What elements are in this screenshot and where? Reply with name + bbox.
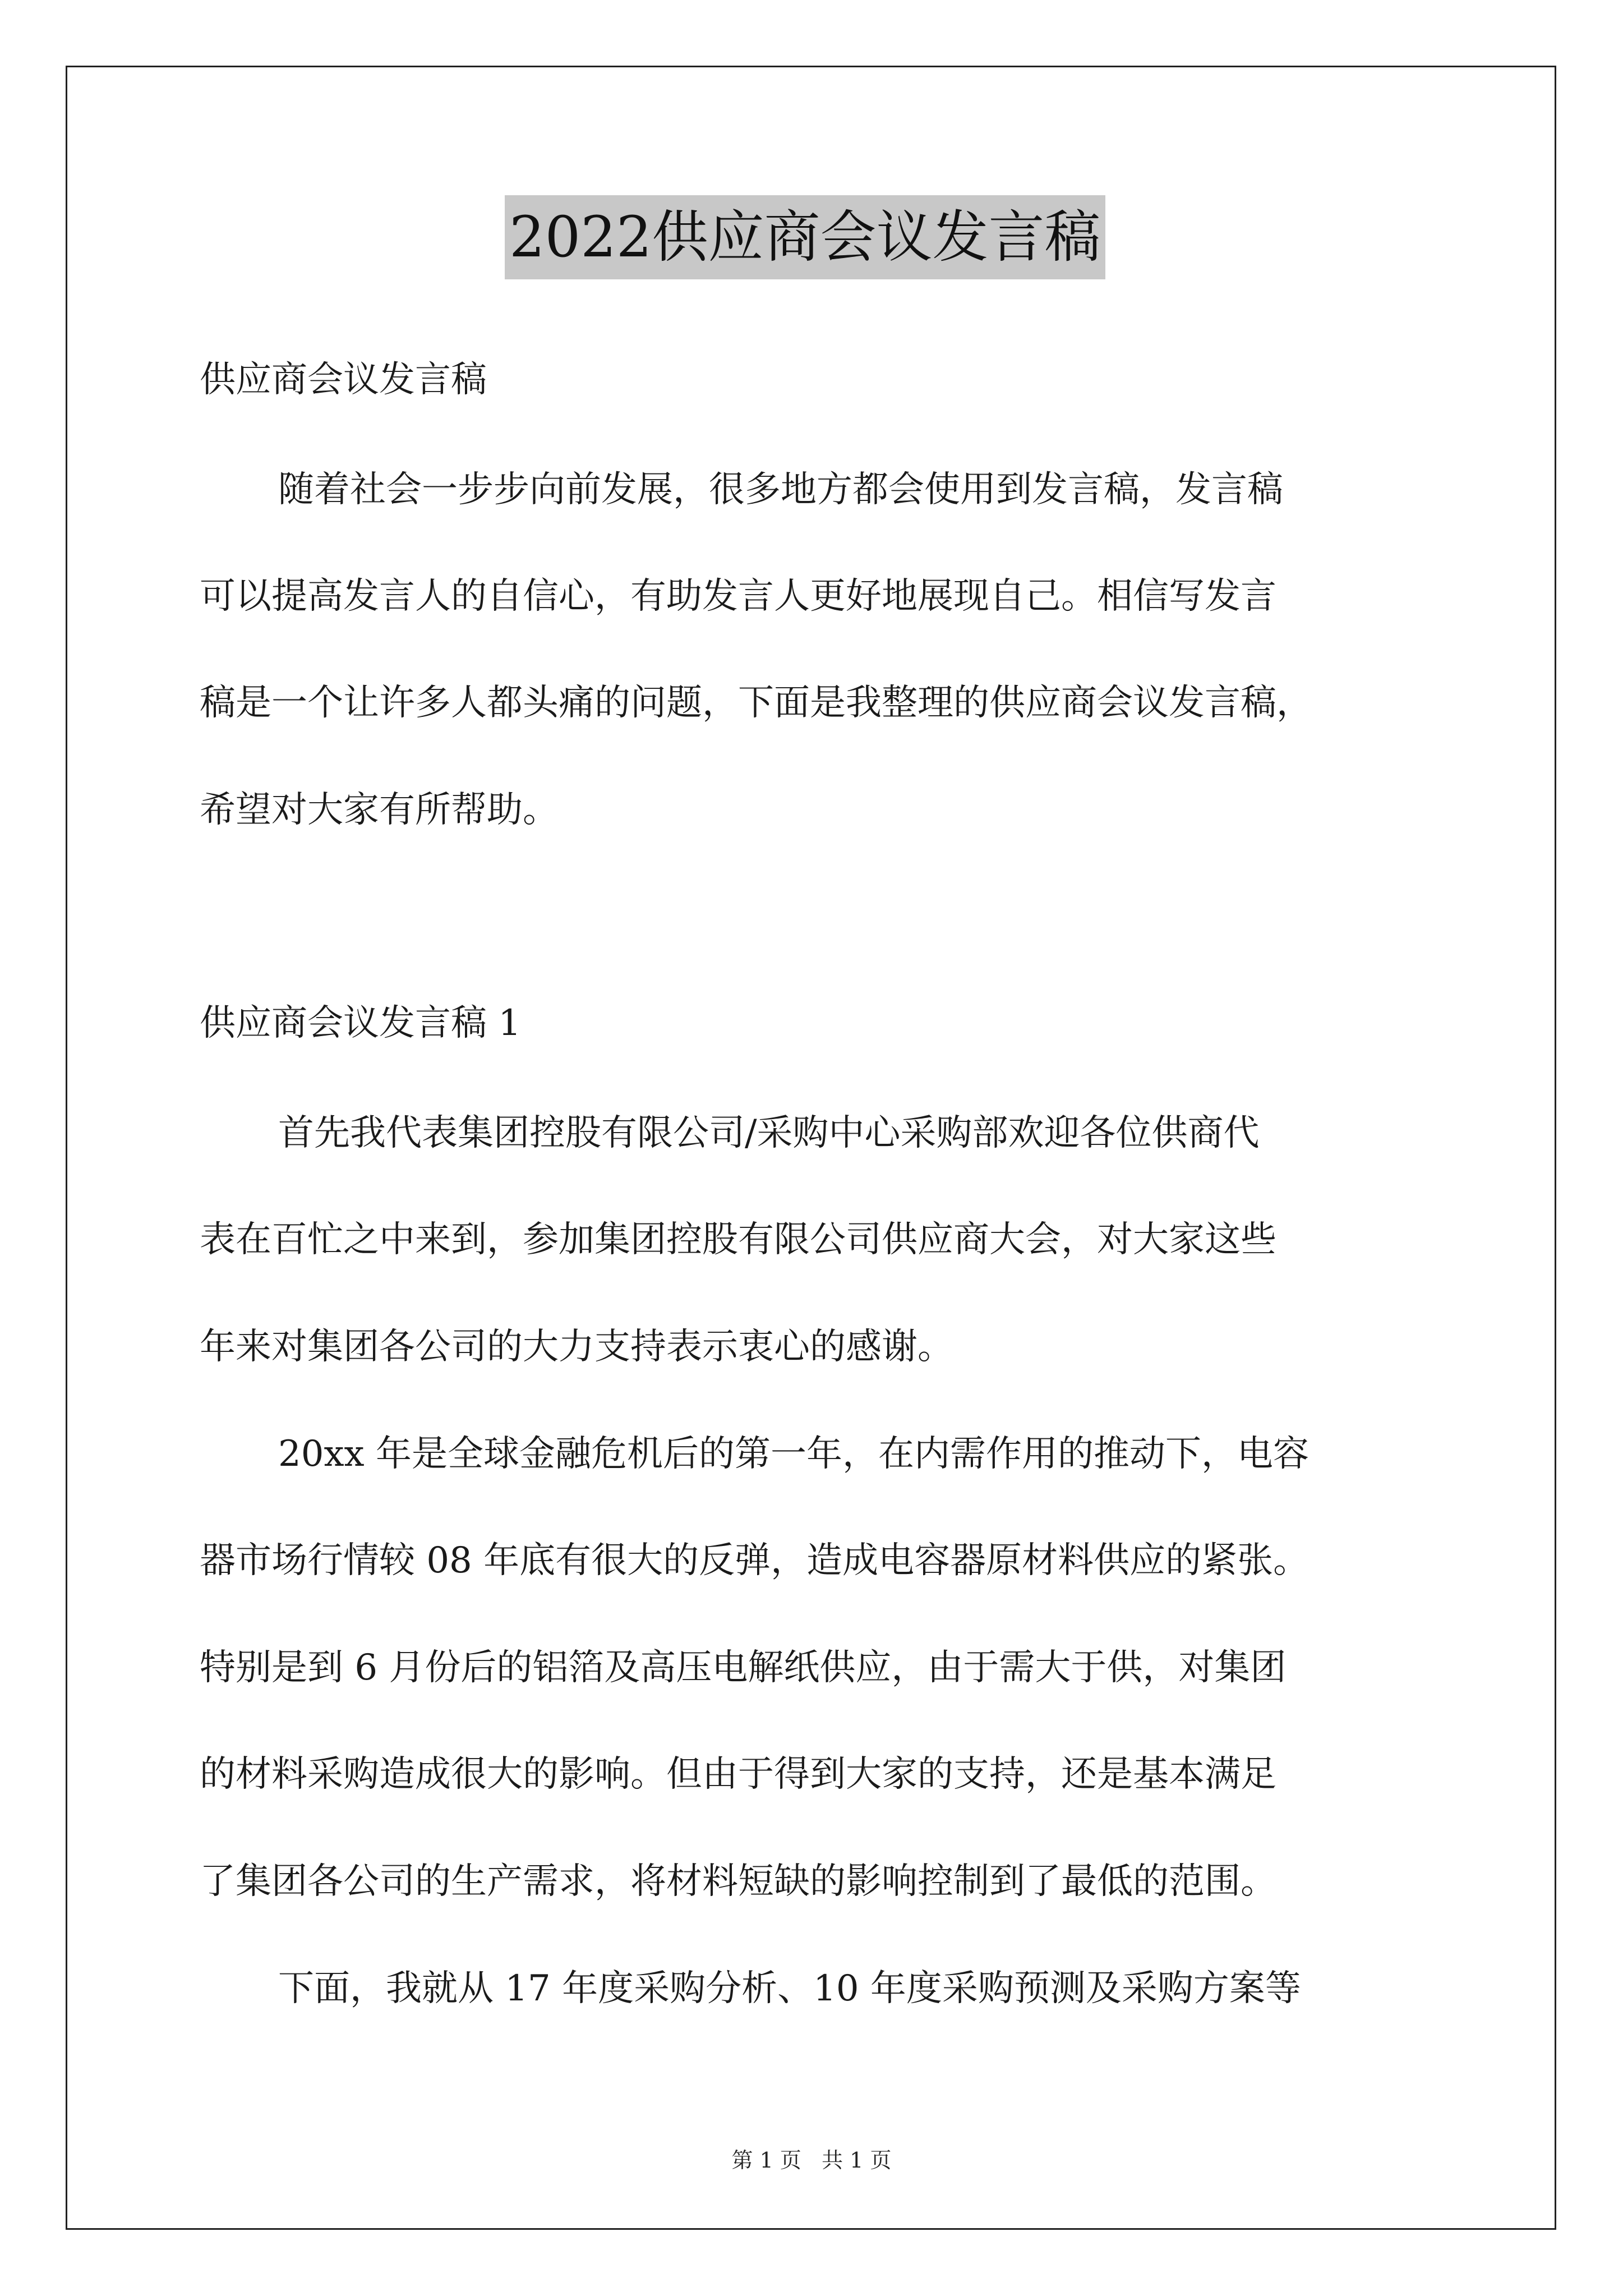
intro-line: 可以提高发言人的自信心，有助发言人更好地展现自己。相信写发言 [200, 576, 1276, 617]
intro-line: 稿是一个让许多人都头痛的问题，下面是我整理的供应商会议发言稿， [200, 682, 1312, 724]
section-heading: 供应商会议发言稿 1 [200, 1002, 522, 1044]
paragraph-line: 了集团各公司的生产需求，将材料短缺的影响控制到了最低的范围。 [200, 1861, 1276, 1902]
paragraph-line: 首先我代表集团控股有限公司/采购中心采购部欢迎各位供商代 [278, 1112, 1260, 1154]
paragraph-line: 器市场行情较 08 年底有很大的反弹，造成电容器原材料供应的紧张。 [200, 1540, 1310, 1581]
intro-line: 随着社会一步步向前发展，很多地方都会使用到发言稿，发言稿 [278, 469, 1283, 510]
paragraph-line: 20xx 年是全球金融危机后的第一年，在内需作用的推动下，电容 [278, 1433, 1309, 1475]
paragraph-line: 特别是到 6 月份后的铝箔及高压电解纸供应，由于需大于供，对集团 [200, 1647, 1287, 1688]
page-number-footer: 第 1 页 共 1 页 [731, 2148, 892, 2173]
paragraph-line: 表在百忙之中来到，参加集团控股有限公司供应商大会，对大家这些 [200, 1219, 1276, 1260]
paragraph-line: 的材料采购造成很大的影响。但由于得到大家的支持，还是基本满足 [200, 1754, 1276, 1795]
paragraph-line: 年来对集团各公司的大力支持表示衷心的感谢。 [200, 1326, 953, 1368]
paragraph-line: 下面，我就从 17 年度采购分析、10 年度采购预测及采购方案等 [278, 1968, 1301, 2009]
intro-line: 希望对大家有所帮助。 [200, 789, 559, 831]
document-title: 2022供应商会议发言稿 [505, 195, 1105, 279]
intro-heading: 供应商会议发言稿 [200, 359, 487, 401]
